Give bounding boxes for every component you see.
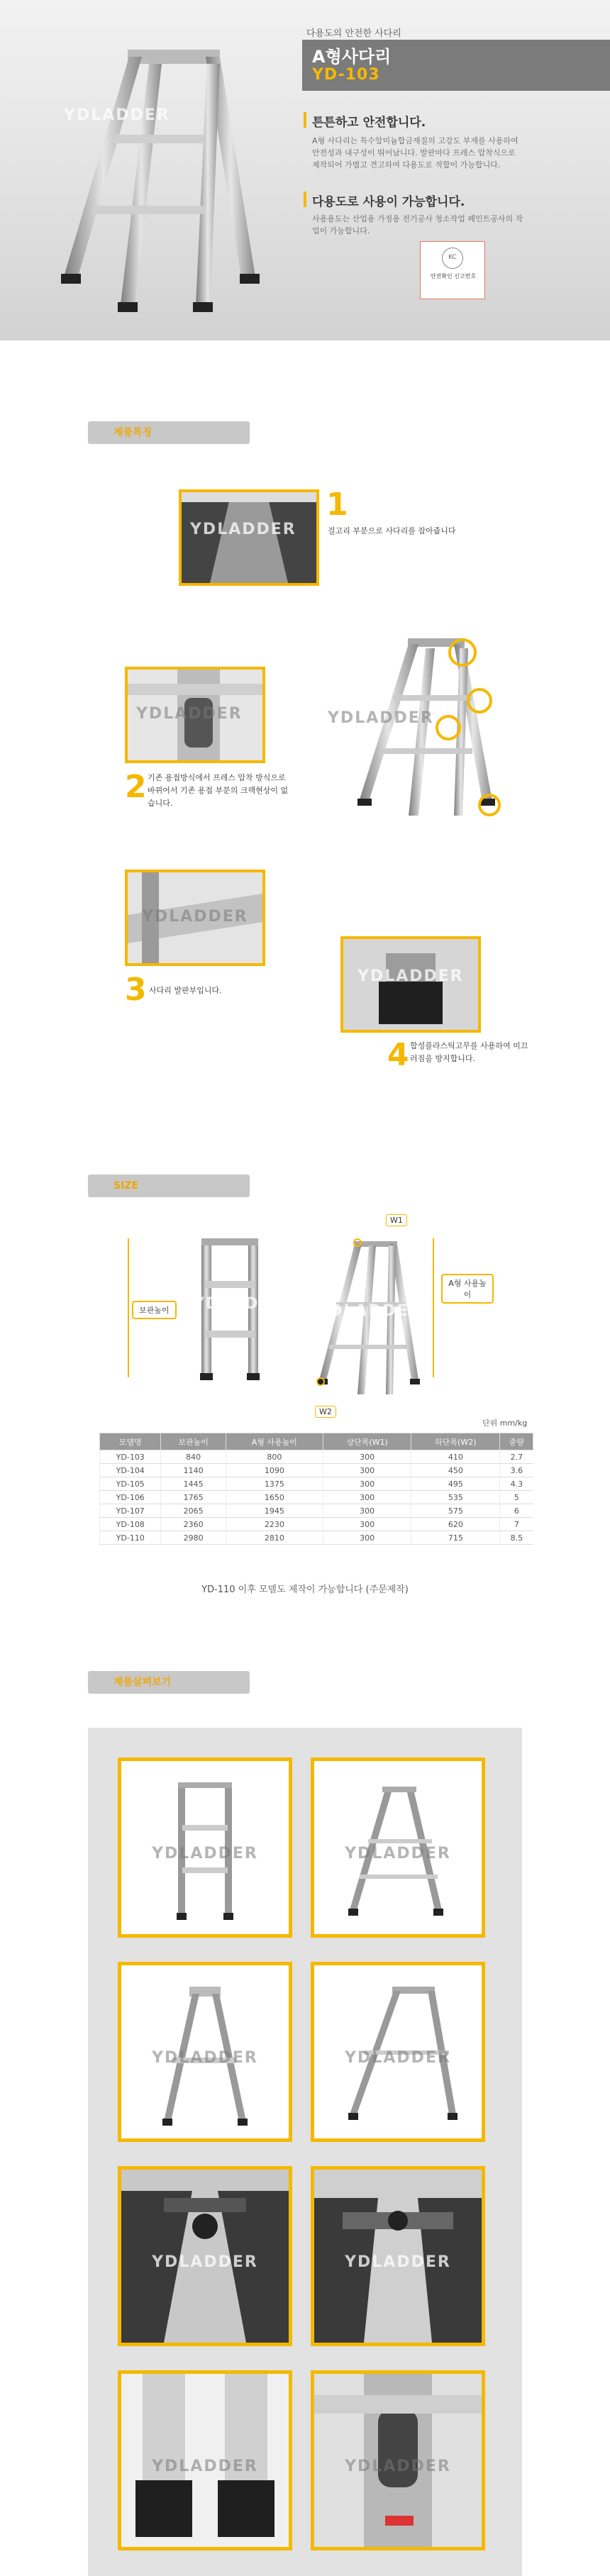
a-height-dimension-line (433, 1238, 434, 1377)
table-cell: 300 (323, 1518, 411, 1531)
callout-text-1: 걸고리 부분으로 사다리를 잡아줍니다 (328, 526, 456, 535)
feature-text-1: A형 사다리는 특수알미늄합금재질의 고강도 부재를 사용하여 안전성과 내구성이 뛰어납니다. 발판마다 프레스 압착식으로 제작되어 가볍고 견고하여 다용도로 적합이 가능합니다. (312, 136, 518, 170)
watermark: YDLADDER (345, 1845, 451, 1862)
watermark: YDLADDER (345, 2253, 451, 2271)
table-header: 보관높이 (161, 1433, 226, 1450)
cert-text: 안전확인 신고번호 (430, 273, 477, 279)
hero-subtitle: 다용도의 안전한 사다리 (306, 28, 401, 39)
table-header: 상단폭(W1) (323, 1433, 411, 1450)
spec-table (99, 1433, 533, 1545)
hero-section (0, 0, 610, 340)
table-cell: 3.6 (500, 1464, 533, 1477)
callout-text-2: 기존 용접방식에서 프레스 압착 방식으로 바뀌어서 기존 용접 부분의 크랙현상이 없습니다. (148, 773, 289, 808)
table-cell: 2810 (226, 1531, 323, 1545)
watermark: YDLADDER (152, 1845, 258, 1862)
tab-gallery: 제품살펴보기 (88, 1671, 250, 1694)
table-header: 중량 (500, 1433, 533, 1450)
gallery-image-hinge (118, 2166, 292, 2346)
table-cell: 300 (323, 1504, 411, 1518)
label-a-height: A형 사용높이 (441, 1274, 494, 1304)
table-cell: YD-104 (100, 1464, 161, 1477)
custom-order-note: YD-110 이후 모델도 제작이 가능합니다 (주문제작) (201, 1584, 409, 1595)
callout-number-3: 3 (125, 972, 147, 1008)
table-cell: 495 (411, 1477, 500, 1491)
callout-number-4: 4 (387, 1037, 409, 1073)
table-cell: 840 (161, 1450, 226, 1464)
watermark: YDLADDER (357, 967, 464, 985)
gallery-panel (88, 1728, 522, 2576)
gallery-image-open-side (311, 1758, 485, 1938)
callout-image-2 (125, 667, 265, 763)
callout-image-4 (340, 936, 481, 1033)
gallery-image-open-angle (311, 1962, 485, 2142)
table-cell: 1375 (226, 1477, 323, 1491)
feature-heading-1: 튼튼하고 안전합니다. (312, 116, 426, 130)
watermark: YDLADDER (193, 1295, 299, 1313)
table-row (100, 1531, 533, 1545)
table-header: A형 사용높이 (226, 1433, 323, 1450)
callout-number-2: 2 (125, 769, 147, 805)
table-cell: YD-105 (100, 1477, 161, 1491)
gallery-image-feet (118, 2370, 292, 2550)
tab-features: 제품특징 (88, 421, 250, 444)
watermark: YDLADDER (316, 1302, 423, 1320)
gallery-image-open-front (118, 1962, 292, 2142)
table-cell: 450 (411, 1464, 500, 1477)
table-header: 모델명 (100, 1433, 161, 1450)
watermark: YDLADDER (152, 2458, 258, 2475)
table-row (100, 1450, 533, 1464)
table-cell: 300 (323, 1531, 411, 1545)
table-cell: 300 (323, 1477, 411, 1491)
table-row (100, 1518, 533, 1531)
table-cell: 2065 (161, 1504, 226, 1518)
watermark: YDLADDER (152, 2253, 258, 2271)
product-model: YD-103 (312, 66, 380, 84)
feature-marker (304, 112, 306, 128)
label-storage-height: 보관높이 (132, 1301, 177, 1319)
table-cell: YD-108 (100, 1518, 161, 1531)
watermark: YDLADDER (345, 2458, 451, 2475)
table-cell: 6 (500, 1504, 533, 1518)
table-row (100, 1491, 533, 1504)
table-header-row (100, 1433, 533, 1450)
callout-text-4: 합성플라스틱고무를 사용하여 미끄러짐을 방지합니다. (410, 1041, 528, 1063)
unit-label: 단위 mm/kg (482, 1419, 528, 1428)
feature-marker (304, 191, 306, 207)
gallery-image-top (311, 2166, 485, 2346)
table-cell: YD-106 (100, 1491, 161, 1504)
watermark: YDLADDER (142, 908, 248, 926)
feature-heading-2: 다용도로 사용이 가능합니다. (312, 195, 465, 209)
hero-ladder-image (43, 35, 277, 319)
table-cell: 5 (500, 1491, 533, 1504)
gallery-image-rail-detail (311, 2370, 485, 2550)
table-cell: YD-107 (100, 1504, 161, 1518)
table-cell: YD-110 (100, 1531, 161, 1545)
table-cell: 800 (226, 1450, 323, 1464)
label-w1: W1 (386, 1214, 407, 1226)
table-row (100, 1504, 533, 1518)
table-cell: 535 (411, 1491, 500, 1504)
label-w2: W2 (315, 1406, 336, 1418)
table-cell: 575 (411, 1504, 500, 1518)
gallery-image-folded-front (118, 1758, 292, 1938)
table-cell: 715 (411, 1531, 500, 1545)
table-cell: 4.3 (500, 1477, 533, 1491)
table-cell: 300 (323, 1450, 411, 1464)
kc-mark-icon: KC (442, 248, 463, 269)
table-cell: 2.7 (500, 1450, 533, 1464)
table-cell: 620 (411, 1518, 500, 1531)
table-cell: 2360 (161, 1518, 226, 1531)
callout-text-3: 사다리 발판부입니다. (149, 986, 222, 995)
callout-image-3 (125, 870, 265, 966)
watermark: YDLADDER (345, 2049, 451, 2067)
table-cell: 1945 (226, 1504, 323, 1518)
watermark: YDLADDER (152, 2049, 258, 2067)
table-cell: 2230 (226, 1518, 323, 1531)
table-cell: 1650 (226, 1491, 323, 1504)
height-dimension-line (128, 1238, 129, 1377)
table-cell: 7 (500, 1518, 533, 1531)
table-cell: 300 (323, 1491, 411, 1504)
product-title: A형사다리 (312, 47, 392, 67)
table-row (100, 1464, 533, 1477)
table-cell: YD-103 (100, 1450, 161, 1464)
table-cell: 8.5 (500, 1531, 533, 1545)
watermark: YDLADDER (136, 705, 243, 723)
table-cell: 1090 (226, 1464, 323, 1477)
table-cell: 300 (323, 1464, 411, 1477)
feature-text-2: 사용용도는 산업용 가정용 전기공사 청소작업 페인트공사의 작업이 가능합니다. (312, 214, 523, 235)
table-header: 하단폭(W2) (411, 1433, 500, 1450)
table-cell: 1140 (161, 1464, 226, 1477)
hero-watermark: YDLADDER (64, 106, 170, 124)
watermark: YDLADDER (190, 521, 296, 538)
table-cell: 410 (411, 1450, 500, 1464)
table-cell: 2980 (161, 1531, 226, 1545)
kc-cert-badge (420, 241, 485, 299)
tab-size: SIZE (88, 1175, 250, 1197)
table-cell: 1445 (161, 1477, 226, 1491)
callout-image-1 (179, 489, 319, 586)
callout-number-1: 1 (326, 487, 348, 523)
watermark: YDLADDER (328, 709, 434, 727)
table-cell: 1765 (161, 1491, 226, 1504)
table-row (100, 1477, 533, 1491)
